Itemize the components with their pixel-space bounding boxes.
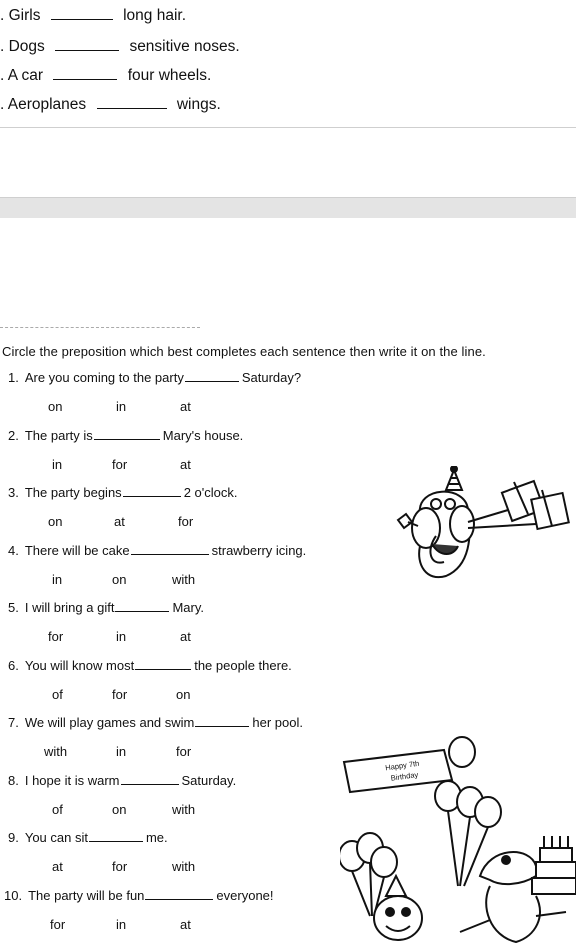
option-1-3[interactable]: at <box>180 399 191 414</box>
part2-instruction: Circle the preposition which best completes each sentence then write it on the line. <box>2 344 486 359</box>
question-text-before: Are you coming to the party <box>24 370 184 385</box>
question-number: 1. <box>8 370 19 385</box>
option-10-3[interactable]: at <box>180 916 191 932</box>
part1-item-2-prefix: . Dogs <box>0 38 45 55</box>
question-8 <box>8 773 236 788</box>
option-3-2[interactable]: at <box>114 514 125 529</box>
question-text-before: There will be cake <box>24 542 130 558</box>
part1-item-4-prefix: . Aeroplanes <box>0 96 87 113</box>
question-number: 4. <box>8 542 19 558</box>
option-5-1[interactable]: for <box>48 629 64 644</box>
question-text-before: The party begins <box>24 485 122 500</box>
question-10 <box>4 888 274 903</box>
option-9-1[interactable]: at <box>52 859 63 874</box>
option-2-2[interactable]: for <box>112 456 128 472</box>
option-9-2[interactable]: for <box>112 859 128 874</box>
part1-item-4 <box>0 96 221 114</box>
option-2-3[interactable]: at <box>180 456 191 472</box>
option-4-3[interactable]: with <box>172 571 196 587</box>
question-text-after: Mary's house. <box>162 427 244 443</box>
option-8-1[interactable]: of <box>52 801 63 817</box>
sign-line-1: Happy 7th <box>384 758 420 773</box>
option-7-1[interactable]: with <box>44 744 68 759</box>
answer-blank[interactable] <box>94 428 160 440</box>
question-number: 9. <box>8 830 19 845</box>
party-animals-illustration <box>340 736 576 948</box>
question-number: 10. <box>4 887 23 903</box>
part1-item-1 <box>0 7 186 25</box>
sign-line-2: Birthday <box>390 769 419 783</box>
question-text-before: The party is <box>24 427 93 443</box>
part1-item-2-suffix: sensitive noses. <box>129 38 240 55</box>
question-text-before: We will play games and swim <box>24 715 195 730</box>
option-2-1[interactable]: in <box>52 456 63 472</box>
question-text-after: the people there. <box>194 657 292 673</box>
question-number: 2. <box>8 427 19 443</box>
question-text-before: You can sit <box>24 830 88 845</box>
question-text-after: 2 o'clock. <box>183 485 238 500</box>
option-8-3[interactable]: with <box>172 801 196 817</box>
question-number: 5. <box>8 600 19 615</box>
part1-item-1-prefix: . Girls <box>0 7 41 24</box>
part1-item-3-prefix: . A car <box>0 67 44 84</box>
question-text-after: strawberry icing. <box>211 542 307 558</box>
question-4 <box>8 543 306 558</box>
answer-blank[interactable] <box>115 600 169 612</box>
option-9-3[interactable]: with <box>172 859 196 874</box>
question-3 <box>8 485 237 500</box>
question-text-before: The party will be fun <box>28 887 145 903</box>
option-3-1[interactable]: on <box>48 514 63 529</box>
option-6-1[interactable]: of <box>52 686 63 702</box>
question-text-after: me. <box>145 830 168 845</box>
question-number: 7. <box>8 715 19 730</box>
question-text-after: everyone! <box>216 887 274 903</box>
option-3-3[interactable]: for <box>178 514 194 529</box>
option-1-1[interactable]: on <box>48 399 63 414</box>
answer-blank[interactable] <box>145 888 213 900</box>
elephant-illustration <box>396 466 576 586</box>
part1-item-3-suffix: four wheels. <box>127 67 212 84</box>
question-text-before: You will know most <box>24 657 135 673</box>
question-text-after: her pool. <box>252 715 303 730</box>
question-number: 8. <box>8 772 19 788</box>
option-4-1[interactable]: in <box>52 571 63 587</box>
answer-blank[interactable] <box>123 485 181 497</box>
part1-item-1-suffix: long hair. <box>123 7 187 24</box>
question-6 <box>8 658 292 673</box>
part1-item-4-suffix: wings. <box>176 96 221 113</box>
question-text-before: I hope it is warm <box>24 772 120 788</box>
option-7-3[interactable]: for <box>176 744 192 759</box>
part1-item-3 <box>0 67 211 85</box>
question-number: 3. <box>8 485 19 500</box>
divider-band <box>0 197 576 218</box>
option-8-2[interactable]: on <box>112 801 127 817</box>
question-5 <box>8 600 204 615</box>
part1-item-2-blank[interactable] <box>55 38 119 51</box>
dashed-separator <box>0 327 200 328</box>
option-5-3[interactable]: at <box>180 629 191 644</box>
answer-blank[interactable] <box>121 773 179 785</box>
answer-blank[interactable] <box>131 543 209 555</box>
divider-line <box>0 127 576 128</box>
question-7 <box>8 715 303 730</box>
question-1 <box>8 370 301 385</box>
option-4-2[interactable]: on <box>112 571 127 587</box>
question-text-after: Saturday? <box>241 370 302 385</box>
question-2 <box>8 428 243 443</box>
option-6-3[interactable]: on <box>176 686 191 702</box>
part1-item-1-blank[interactable] <box>51 7 113 20</box>
answer-blank[interactable] <box>185 370 239 382</box>
question-text-after: Mary. <box>172 600 204 615</box>
option-6-2[interactable]: for <box>112 686 128 702</box>
option-7-2[interactable]: in <box>116 744 127 759</box>
option-10-1[interactable]: for <box>50 916 66 932</box>
option-1-2[interactable]: in <box>116 399 127 414</box>
question-number: 6. <box>8 657 19 673</box>
option-5-2[interactable]: in <box>116 629 127 644</box>
question-text-before: I will bring a gift <box>24 600 115 615</box>
question-9 <box>8 830 168 845</box>
answer-blank[interactable] <box>135 658 191 670</box>
part1-item-4-blank[interactable] <box>97 96 167 109</box>
answer-blank[interactable] <box>89 830 143 842</box>
part1-item-3-blank[interactable] <box>53 67 117 80</box>
answer-blank[interactable] <box>195 715 249 727</box>
option-10-2[interactable]: in <box>116 916 127 932</box>
question-text-after: Saturday. <box>181 772 237 788</box>
part1-item-2 <box>0 38 240 56</box>
